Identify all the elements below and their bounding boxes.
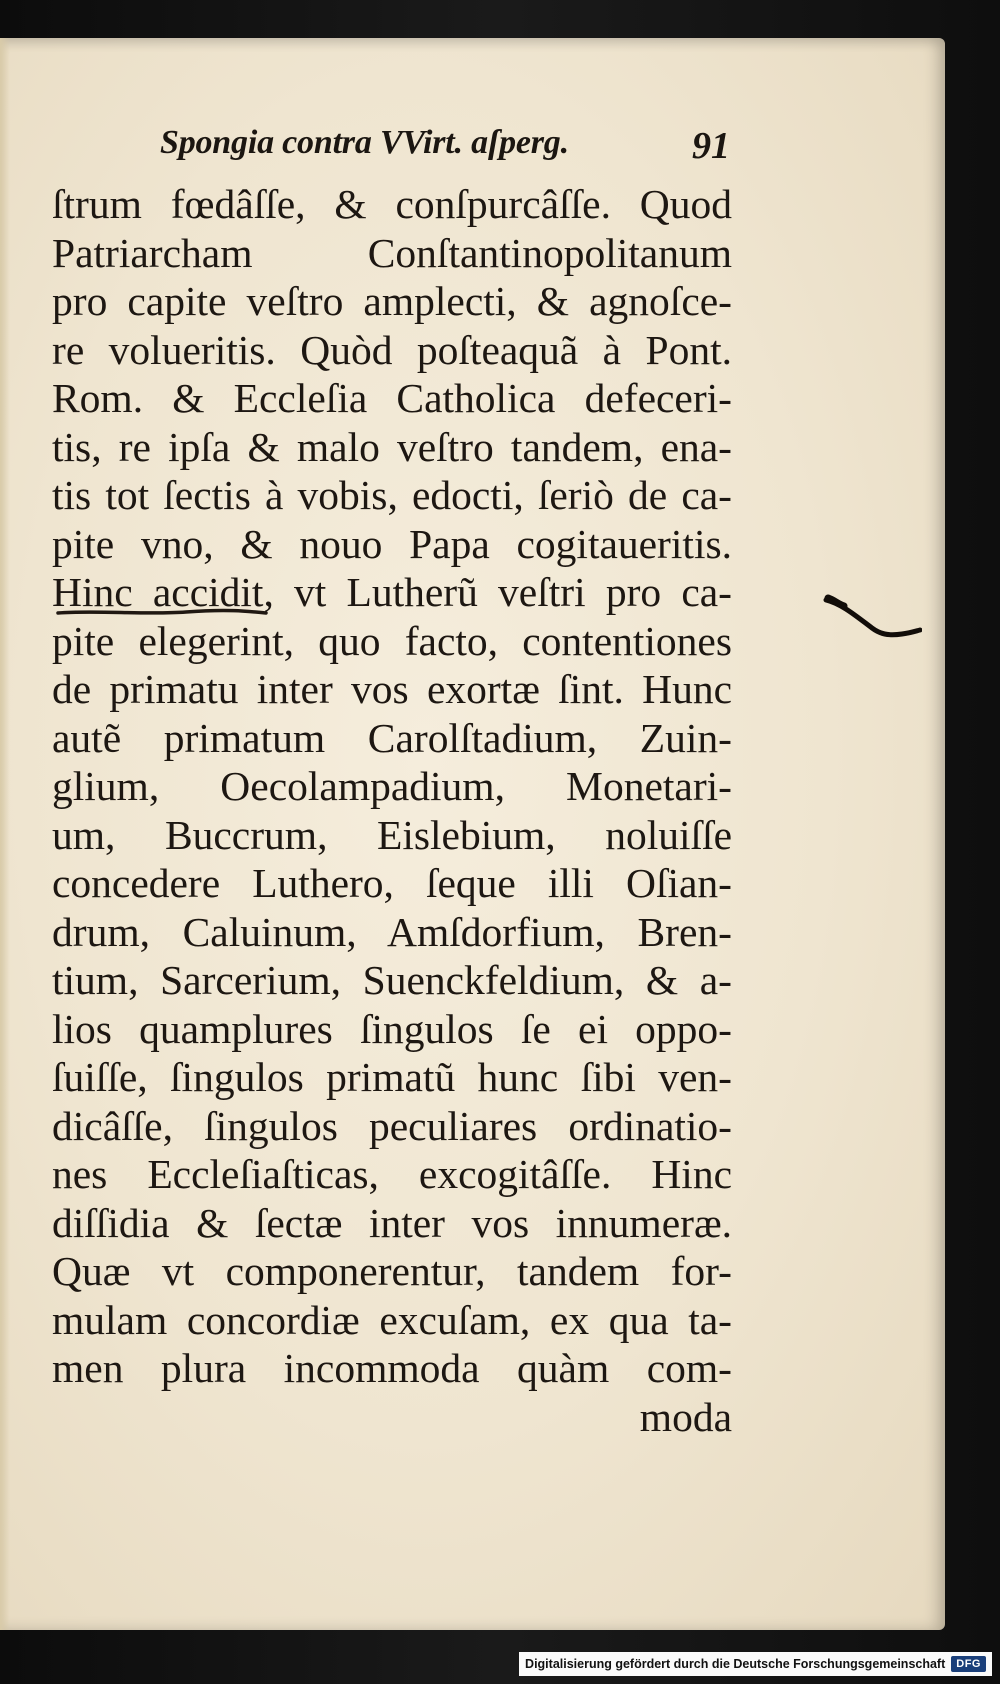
text-line: re volueritis. Quòd poſteaquã à Pont. [52, 326, 732, 373]
text-line: mulam concordiæ excuſam, ex qua ta- [52, 1296, 732, 1343]
text-line: tium, Sarcerium, Suenckfeldium, & a- [52, 957, 732, 1003]
funding-credit: Digitalisierung gefördert durch die Deutsche Forschungsgemeinschaft [525, 1657, 946, 1671]
text-line: pro capite veſtro amplecti, & agnoſce- [52, 278, 732, 324]
margin-ink-stroke [822, 594, 922, 644]
text-line: ſuiſſe, ſingulos primatũ hunc ſibi ven- [52, 1054, 732, 1100]
text-line: nes Eccleſiaſticas, excogitâſſe. Hinc [52, 1151, 732, 1197]
page-number: 91 [692, 125, 730, 167]
text-line: dicâſſe, ſingulos peculiares ordinatio- [52, 1102, 732, 1149]
page-gutter-shadow [0, 38, 10, 1630]
text-line: lios quamplures ſingulos ſe ei oppo- [52, 1005, 732, 1052]
body-text [52, 180, 732, 1441]
text-line: tis, re ipſa & malo veſtro tandem, ena- [52, 423, 732, 470]
text-line: Quæ vt componerentur, tandem for- [52, 1248, 732, 1294]
text-line: glium, Oecolampadium, Monetari- [52, 763, 732, 809]
text-line: autẽ primatum Carolſtadium, Zuin- [52, 714, 732, 761]
catchword: moda [639, 1393, 732, 1440]
running-head [160, 124, 730, 174]
text-line: concedere Luthero, ſeque illi Oſian- [52, 860, 732, 906]
text-line: pite vno, & nouo Papa cogitaueritis. [52, 520, 732, 567]
text-line: ſtrum fœdâſſe, & conſpurcâſſe. Quod [52, 181, 732, 227]
text-line: men plura incommoda quàm com- [52, 1345, 732, 1391]
text-line: diſſidia & ſectæ inter vos innumeræ. [52, 1199, 732, 1246]
text-line: tis tot ſectis à vobis, edocti, ſeriò de ca- [52, 472, 732, 518]
running-title: Spongia contra VVirt. aſperg. [160, 124, 569, 161]
dfg-logo-icon: DFG [951, 1656, 986, 1672]
text-line: Rom. & Eccleſia Catholica defeceri- [52, 375, 732, 421]
text-line: Hinc accidit, vt Lutherũ veſtri pro ca- [52, 569, 732, 615]
handwritten-underline [56, 606, 268, 618]
text-line: de primatu inter vos exortæ ſint. Hunc [52, 666, 732, 712]
text-line: pite elegerint, quo facto, contentiones [52, 617, 732, 664]
footer-banner [519, 1652, 992, 1676]
text-line: Patriarcham Conſtantinopolitanum [52, 229, 732, 276]
text-line: um, Buccrum, Eislebium, noluiſſe [52, 811, 732, 858]
text-line: drum, Caluinum, Amſdorfium, Bren- [52, 908, 732, 955]
